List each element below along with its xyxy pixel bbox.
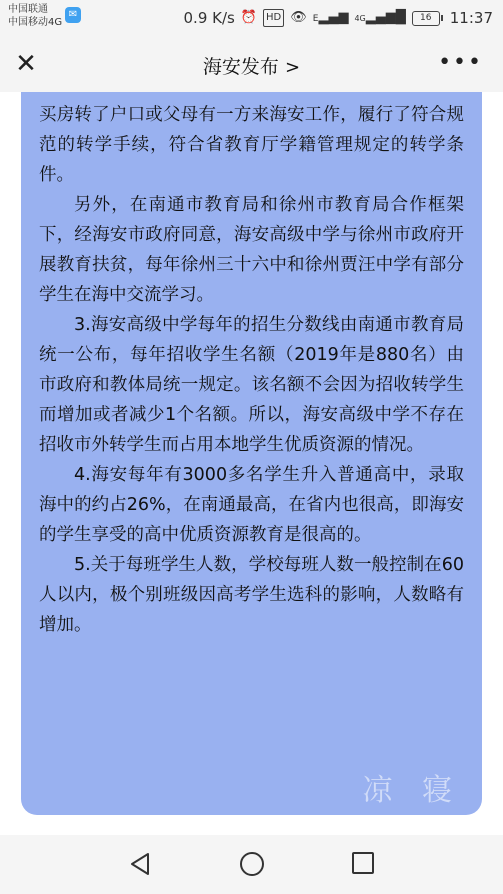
account-name[interactable]: 海安发布 (202, 56, 279, 78)
article-paragraph: 另外，在南通市教育局和徐州市教育局合作框架下，经海安市政府同意，海安高级中学与徐州市政府开展教育扶贫，每年徐州三十六中和徐州贾汪中学有部分学生在海中交流学习。 (39, 195, 464, 305)
carrier-info (8, 3, 62, 29)
navigation-bar (0, 835, 503, 894)
hd-icon: HD (263, 9, 284, 27)
title-bar (0, 36, 503, 92)
close-icon[interactable]: ✕ (15, 49, 37, 79)
article-paragraph: 4.海安每年有3000多名学生升入普通高中，录取海中的约占26%，在南通最高，在省内也很高，即海安的学生享受的高中优质资源教育是很高的。 (39, 465, 464, 545)
page-title[interactable] (0, 49, 503, 79)
article-paragraph: 5.关于每班学生人数，学校每班人数一般控制在60人以内，极个别班级因高考学生选科的影响，人数略有增加。 (39, 555, 464, 635)
signal-4g-label: 4G (354, 13, 366, 23)
network-speed: 0.9 K/s (183, 9, 235, 27)
notification-app-icon: ✉ (65, 7, 81, 23)
article-card (21, 92, 482, 815)
more-icon[interactable]: ••• (438, 50, 483, 75)
home-icon[interactable] (240, 852, 264, 876)
signal-4g-icon: 4G▂▄▆█ (354, 9, 406, 25)
signal-e-icon: E▂▄▆ (312, 9, 349, 25)
battery-icon: 16 (412, 11, 440, 26)
signal-e-label: E (312, 13, 319, 24)
chevron-right-icon[interactable]: > (284, 57, 301, 78)
article-paragraph: 买房转了户口或父母有一方来海安工作，履行了符合规范的转学手续，符合省教育厅学籍管理规定的转学条件。 (39, 105, 464, 185)
alarm-icon: ⏰ (240, 10, 258, 25)
clock: 11:37 (449, 9, 493, 27)
status-indicators (184, 8, 493, 28)
carrier-2: 中国移动4G (8, 17, 63, 28)
article-paragraph: 3.海安高级中学每年的招生分数线由南通市教育局统一公布，每年招收学生名额（2019年是880名）由市政府和教体局统一规定。该名额不会因为招收转学生而增加或者减少1个名额。所以，海安高级中学不存在招收市外转学生而占用本地学生优质资源的情况。 (39, 315, 464, 455)
article-content[interactable] (0, 92, 503, 835)
watermark-logo: 凉 寝 (362, 773, 462, 808)
eye-icon: 👁 (290, 10, 307, 25)
back-icon[interactable] (128, 851, 154, 877)
recent-apps-icon[interactable] (352, 852, 374, 874)
status-bar (0, 0, 503, 36)
carrier-1: 中国联通 (8, 4, 48, 15)
